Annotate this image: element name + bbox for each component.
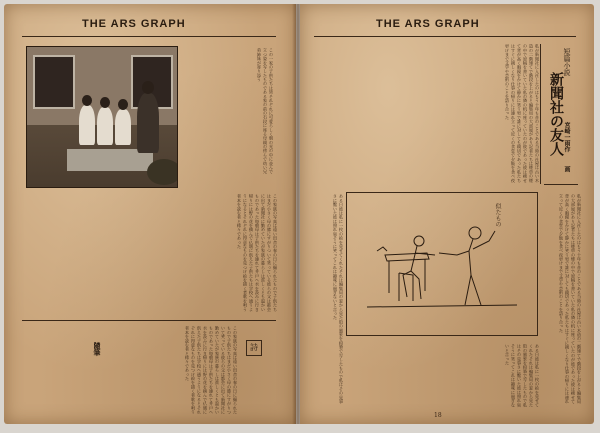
story-body-text-lower-right: 私が新聞社に入社したのはもう十年も昔のことである当時の社屋は古い木造の二階建てで階段を上がると編集局の大部屋があり記者たちは煙草の煙の中で原稿を書いていた私の隣の机に座っていたのが彼であった彼は痩せて背が高く眼鏡をかけて静かに笑う男で誰に対しても親切であった私たちはすぐに親しくなり仕事の帰りには連れ立って近くの食堂で夕飯を食べ夜更けまで文学や芸術のことを語り合った [559,194,582,404]
standing-man-raised-arm [473,231,495,249]
photo-window [33,55,75,109]
photo-mother [137,93,159,153]
title-divider [540,44,541,184]
story-illustration [346,192,538,336]
story-illustrator: 画 [563,166,570,172]
title-bottom-rule [544,184,578,185]
photo-child [79,105,95,145]
floor-line [367,305,517,307]
story-body-text-lower-left: ある日彼は私に一枚の絵を見せてくれたそれは編集局の窓から見た街の風景を鉛筆で写したもので私はその見事さに驚いた彼は照れ臭そうに笑ってこれは趣味に過ぎないと言った [333,194,344,404]
story-author: 宮崎一雨作 [563,122,570,152]
story-body-text: 私が新聞社に入社したのはもう十年も昔のことである当時の社屋は古い木造の二階建てで階段を上がると編集局の大部屋があり記者たちは煙草の煙の中で原稿を書いていた私の隣の机に座っていたのが彼であった彼は痩せて背が高く眼鏡をかけて静かに笑う男で誰に対しても親切であった私たちはすぐに親しくなり仕事の帰りには連れ立って近くの食堂で夕飯を食べ夜更けまで文学や芸術のことを語り合った [505,44,540,183]
story-body-text-bottom: ある日彼は私に一枚の絵を見せてくれたそれは編集局の窓から見た街の風景を鉛筆で写したもので私はその見事さに驚いた彼は照れ臭そうに笑ってこれは趣味に過ぎないと言った [505,344,540,407]
photo-plant [147,159,178,185]
standing-man-body [439,239,481,305]
photo-caption: この一家の子供たちは皆それぞれに可愛らしく朝の光の中に並んで立つ姿を写したものである家の前の石段に座る母親の傍らで幼い兄弟姉妹が寄り添う [257,48,274,174]
chair-outline [399,273,413,301]
family-photo [26,46,178,188]
story-category: 短篇小説 [563,48,571,76]
sketch-svg [347,193,537,335]
left-body-text-lower: この家族の写真は遠い田舎の春の日に撮られたもので子供たちはまだ小さく母の膝にすがりついて笑っている彼らの父は都会に出て新聞社に勤めていたが家族の暮らしは貧しくとも温かいものであった毎朝母は子供たちを連れて井戸へ水を汲みに行き帰りには野の花を摘んで仏壇に供えた子供たちは学校へ通うようになるとそれぞれに得意なものを見つけ絵を描く者歌を唄う者本を読む者と様々であった [185,326,238,414]
poem-label: 詩 [246,340,262,356]
left-mid-rule [22,320,276,321]
standing-man-head [469,227,481,239]
page-number: 18 [434,412,442,419]
left-header-rule [22,36,276,37]
left-section-title: 隨筆 [93,342,102,356]
desk-lamp [377,247,387,251]
illustration-caption: 似たもの [494,203,501,227]
story-title: 新聞社の友人 [548,72,564,156]
right-header-rule [314,36,576,37]
photo-head [118,99,128,110]
left-body-text-upper: この家族の写真は遠い田舎の春の日に撮られたもので子供たちはまだ小さく母の膝にすがりついて笑っている彼らの父は都会に出て新聞社に勤めていたが家族の暮らしは貧しくとも温かいものであった毎朝母は子供たちを連れて井戸へ水を汲みに行き帰りには野の花を摘んで仏壇に供えた子供たちは学校へ通うようになるとそれぞれに得意なものを見つけ絵を描く者歌を唄う者本を読む者と様々であった [237,194,278,312]
photo-head [82,95,92,106]
photo-head [142,81,154,94]
photo-child [115,109,131,145]
left-page-header: THE ARS GRAPH [82,18,186,30]
seated-man-head [414,236,424,246]
photo-head [100,97,110,108]
photo-child [97,107,113,145]
right-page-header: THE ARS GRAPH [376,18,480,30]
left-page [4,4,296,424]
